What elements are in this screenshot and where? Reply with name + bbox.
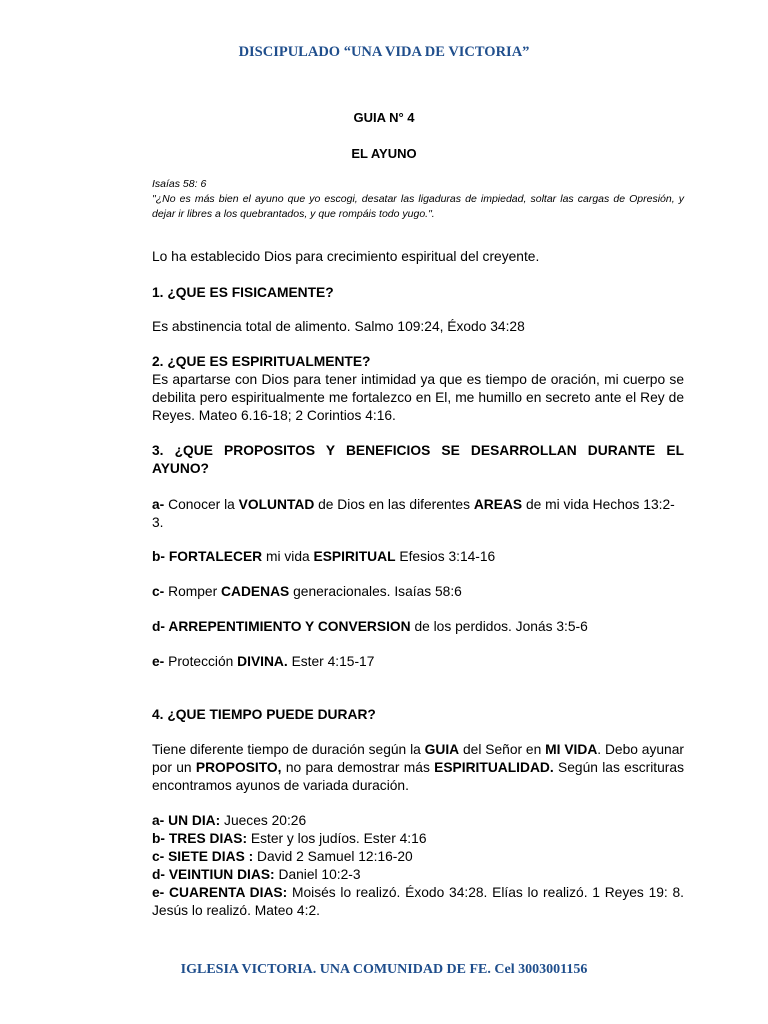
item-bold: VOLUNTAD — [238, 497, 315, 512]
question-1-answer: Es abstinencia total de alimento. Salmo 109:24, Éxodo 34:28 — [152, 319, 525, 334]
duration-text: Daniel 10:2-3 — [274, 867, 361, 882]
item-text: de Dios en las diferentes — [314, 497, 474, 512]
item-text: Protección — [164, 654, 238, 669]
question-2-answer: Es apartarse con Dios para tener intimidad ya que es tiempo de oración, mi cuerpo se debilita pero espiritualmente me fortalezco en El, me humillo en secreto ante el Rey de Reyes. Mateo 6.16-18; 2 Corintios 4:16. — [152, 372, 684, 423]
paragraph-text: Tiene diferente tiempo de duración según la — [152, 742, 425, 757]
item-letter: c- — [152, 584, 165, 599]
item-letter: d- — [152, 619, 166, 634]
duration-item-e — [152, 884, 684, 920]
duration-text: Moisés lo realizó. Éxodo 34:28. Elías lo realizó. 1 Reyes 19: 8. Jesús lo realizó. Mateo 4:2. — [152, 885, 685, 918]
duration-item-a — [152, 812, 684, 830]
paragraph-text: . Debo ayunar por un — [152, 742, 684, 775]
topic-title: EL AYUNO — [351, 146, 417, 161]
duration-item-d — [152, 866, 684, 884]
question-1-heading: 1. ¿QUE ES FISICAMENTE? — [152, 285, 334, 300]
question-3-heading: 3. ¿QUE PROPOSITOS Y BENEFICIOS SE DESARROLLAN DURANTE EL AYUNO? — [152, 443, 684, 476]
item-text: Ester 4:15-17 — [287, 654, 375, 669]
benefit-item-e — [152, 653, 684, 671]
item-text: Efesios 3:14-16 — [395, 549, 496, 564]
paragraph-text: del Señor en — [459, 742, 546, 757]
duration-text: Jueces 20:26 — [220, 813, 307, 828]
duration-label: e- CUARENTA DIAS: — [152, 885, 288, 900]
question-4-heading: 4. ¿QUE TIEMPO PUEDE DURAR? — [152, 707, 376, 722]
benefit-item-c — [152, 583, 684, 601]
question-4-paragraph — [152, 741, 684, 795]
item-bold: DIVINA. — [237, 654, 288, 669]
guide-title: GUIA N° 4 — [353, 110, 415, 125]
item-text: de los perdidos. Jonás 3:5-6 — [410, 619, 588, 634]
item-bold: AREAS — [473, 497, 523, 512]
duration-item-c — [152, 848, 684, 866]
duration-label: c- SIETE DIAS : — [152, 849, 254, 864]
paragraph-text: Según las escrituras encontramos ayunos de variada duración. — [152, 760, 684, 793]
duration-label: a- UN DIA: — [152, 813, 221, 828]
duration-text: Ester y los judíos. Ester 4:16 — [247, 831, 427, 846]
item-letter: b- — [152, 549, 166, 564]
document-footer: IGLESIA VICTORIA. UNA COMUNIDAD DE FE. Cel 3003001156 — [180, 962, 588, 977]
duration-text: David 2 Samuel 12:16-20 — [253, 849, 413, 864]
paragraph-bold: ESPIRITUALIDAD. — [434, 760, 554, 775]
question-2-heading: 2. ¿QUE ES ESPIRITUALMENTE? — [152, 354, 371, 369]
item-text: de mi vida Hechos 13:2-3. — [152, 497, 675, 530]
duration-list — [152, 812, 684, 920]
item-bold: CADENAS — [221, 584, 290, 599]
paragraph-bold: MI VIDA — [545, 742, 598, 757]
verse-text: "¿No es más bien el ayuno que yo escogi, desatar las ligaduras de impiedad, soltar las cargas de Opresión, y dejar ir libres a los quebrantados, y que rompáis todo yugo.". — [152, 193, 684, 220]
duration-label: b- TRES DIAS: — [152, 831, 248, 846]
paragraph-bold: PROPOSITO, — [195, 760, 282, 775]
benefit-item-d — [152, 618, 684, 636]
item-bold: ARREPENTIMIENTO Y CONVERSION — [165, 619, 411, 634]
item-bold: FORTALECER — [165, 549, 263, 564]
item-text: mi vida — [262, 549, 314, 564]
duration-item-b — [152, 830, 684, 848]
benefit-item-a — [152, 496, 684, 532]
item-bold: ESPIRITUAL — [313, 549, 396, 564]
item-letter: a- — [152, 497, 165, 512]
verse-block — [152, 177, 684, 222]
benefit-item-b — [152, 548, 684, 566]
question-3-heading-line — [152, 442, 684, 478]
verse-reference: Isaías 58: 6 — [152, 178, 207, 190]
duration-label: d- VEINTIUN DIAS: — [152, 867, 275, 882]
intro-paragraph: Lo ha establecido Dios para crecimiento espiritual del creyente. — [152, 249, 540, 264]
item-letter: e- — [152, 654, 165, 669]
paragraph-bold: GUIA — [424, 742, 460, 757]
document-header: DISCIPULADO “UNA VIDA DE VICTORIA” — [238, 44, 530, 60]
item-text: Romper — [164, 584, 222, 599]
item-text: generacionales. Isaías 58:6 — [289, 584, 462, 599]
paragraph-text: no para demostrar más — [281, 760, 435, 775]
item-text: Conocer la — [164, 497, 239, 512]
